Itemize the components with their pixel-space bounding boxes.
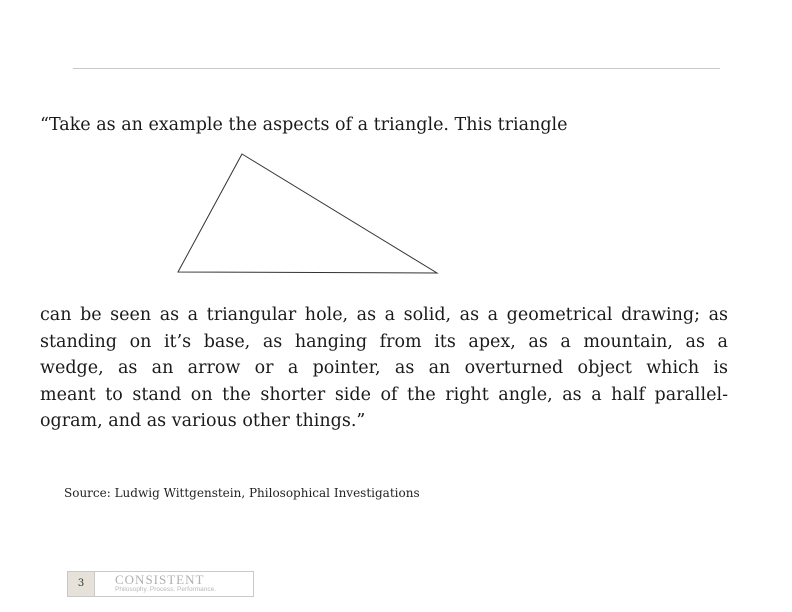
quote-intro: “Take as an example the aspects of a triangle. This triangle bbox=[40, 115, 568, 135]
brand-tagline: Philosophy. Process. Performance. bbox=[115, 586, 217, 593]
brand-logo: CONSISTENT bbox=[115, 572, 205, 587]
triangle-shape bbox=[178, 154, 437, 273]
quote-line: ogram, and as various other things.” bbox=[40, 411, 366, 431]
quote-line: standing on it’s base, as hanging from its apex, as a mountain, as a bbox=[40, 331, 728, 352]
page-number: 3 bbox=[68, 572, 95, 596]
quote-body bbox=[40, 302, 728, 435]
quote-line: can be seen as a triangular hole, as a solid, as a geometrical drawing; as bbox=[40, 305, 728, 325]
source-citation: Source: Ludwig Wittgenstein, Philosophical Investigations bbox=[64, 486, 420, 500]
footer-bar bbox=[67, 571, 254, 597]
quote-line: meant to stand on the shorter side of the right angle, as a half parallel- bbox=[40, 384, 728, 405]
quote-line: wedge, as an arrow or a pointer, as an overturned object which is bbox=[40, 358, 728, 378]
